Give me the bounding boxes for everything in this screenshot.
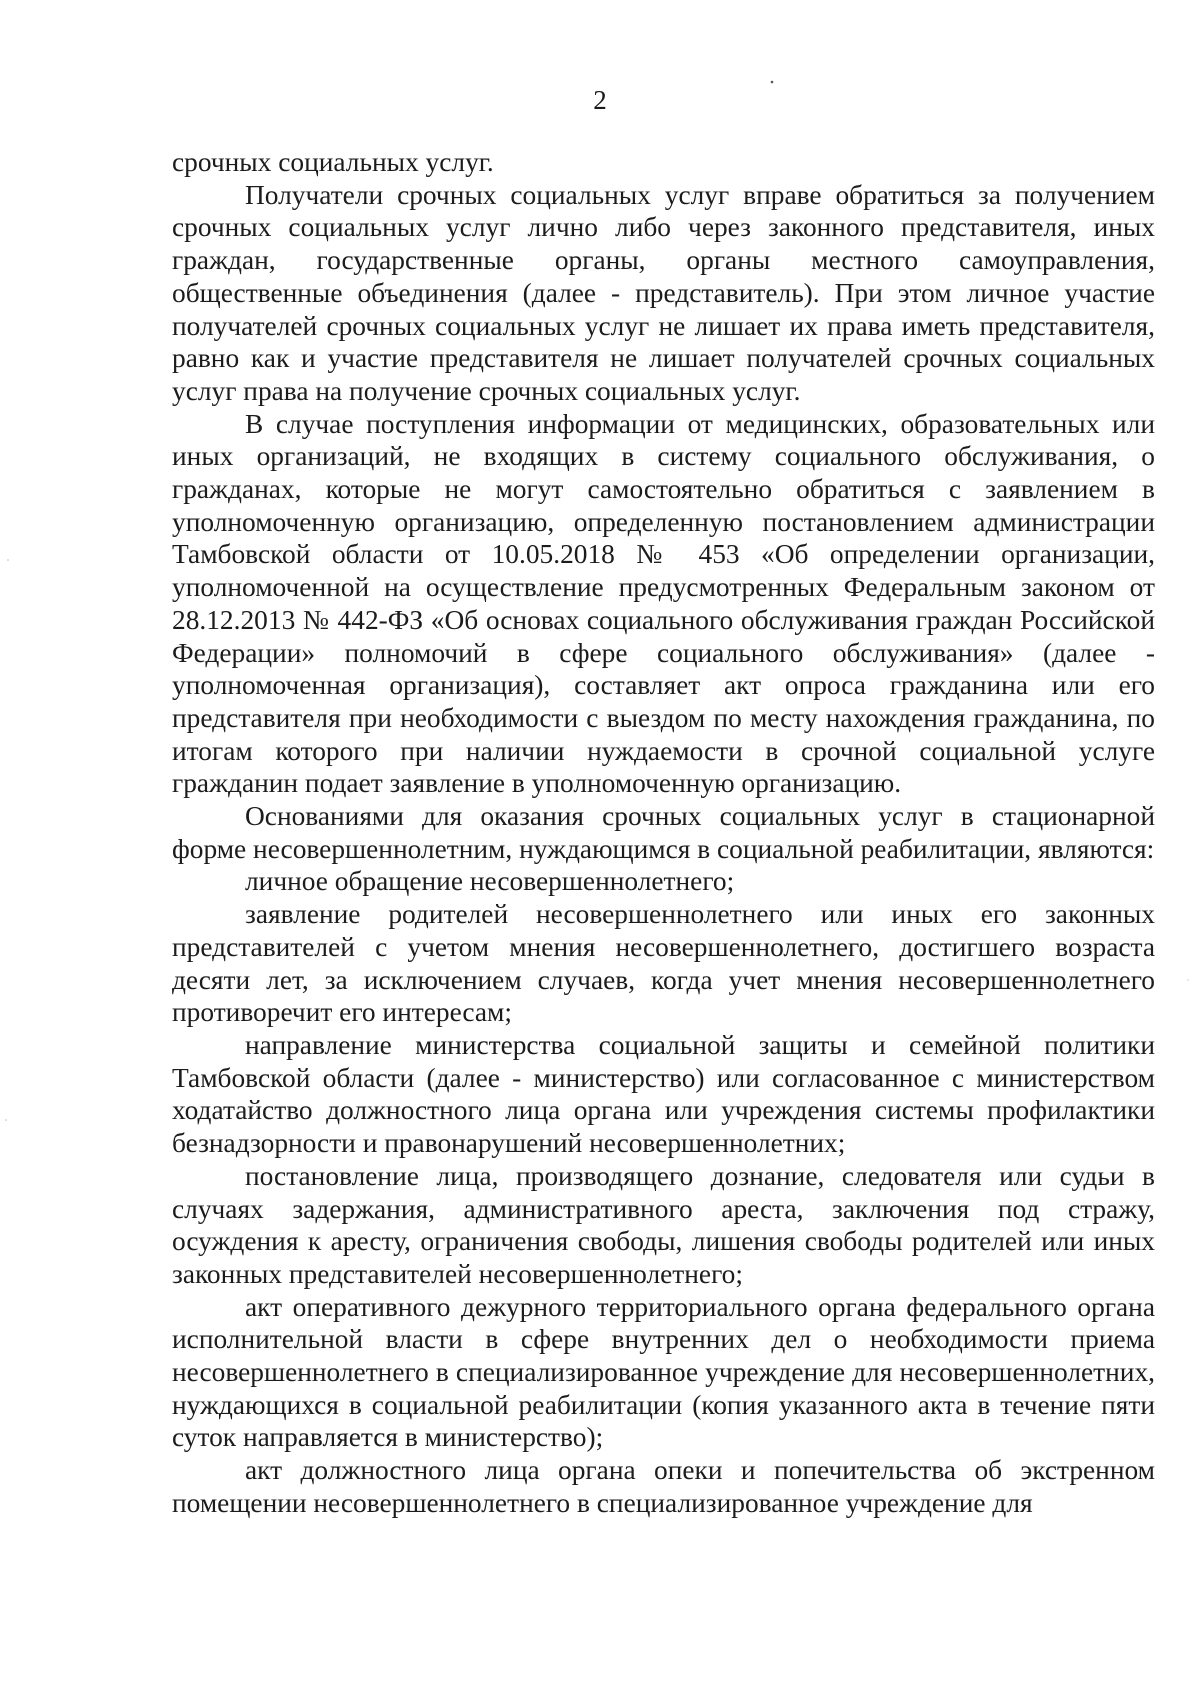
- list-item-guardianship-act: акт должностного лица органа опеки и попечительства об экстренном помещении несовершеннолетнего в специализированное учреждение для: [172, 1455, 1155, 1518]
- paragraph-recipients-representative: Получатели срочных социальных услуг вправе обратиться за получением срочных социальных услуг лично либо через законного представителя, иных граждан, государственные органы, органы местного самоуправления, общественные объединения (далее - представитель). При этом личное участие получателей срочных социальных услуг не лишает их права иметь представителя, равно как и участие представителя не лишает получателей срочных социальных услуг права на получение срочных социальных услуг.: [172, 179, 1155, 406]
- list-item-investigator-resolution: постановление лица, производящего дознание, следователя или судьи в случаях задержания, административного ареста, заключения под стражу, осуждения к аресту, ограничения свободы, лишения свободы родителей или иных законных представителей несовершеннолетнего;: [172, 1160, 1155, 1289]
- paragraph-grounds-intro: Основаниями для оказания срочных социальных услуг в стационарной форме несовершеннолетним, нуждающимся в социальной реабилитации, являются:: [172, 801, 1155, 864]
- list-item-police-duty-act: акт оперативного дежурного территориального органа федерального органа исполнительной власти в сфере внутренних дел о необходимости приема несовершеннолетнего в специализированное учреждение для несовершеннолетних, нуждающихся в социальной реабилитации (копия указанного акта в течение пяти суток направляется в министерство);: [172, 1291, 1155, 1453]
- document-body: [172, 146, 1155, 1520]
- paragraph-continuation: срочных социальных услуг.: [172, 147, 494, 177]
- paragraph-information-from-organizations: В случае поступления информации от медицинских, образовательных или иных организаций, не входящих в систему социального обслуживания, о гражданах, которые не могут самостоятельно обратиться с заявлением в уполномоченную организацию, определенную постановлением администрации Тамбовской области от 10.05.2018 № 453 «Об определении организации, уполномоченной на осуществление предусмотренных Федеральным законом от 28.12.2013 № 442-ФЗ «Об основах социального обслуживания граждан Российской Федерации» полномочий в сфере социального обслуживания» (далее - уполномоченная организация), составляет акт опроса гражданина или его представителя при необходимости с выездом по месту нахождения гражданина, по итогам которого при наличии нуждаемости в срочной социальной услуге гражданин подает заявление в уполномоченную организацию.: [172, 408, 1155, 799]
- list-item-ministry-referral: направление министерства социальной защиты и семейной политики Тамбовской области (далее - министерство) или согласованное с министерством ходатайство должностного лица органа или учреждения системы профилактики безнадзорности и правонарушений несовершеннолетних;: [172, 1029, 1155, 1159]
- list-item-parents-statement: заявление родителей несовершеннолетнего или иных его законных представителей с учетом мнения несовершеннолетнего, достигшего возраста десяти лет, за исключением случаев, когда учет мнения несовершеннолетнего противоречит его интересам;: [172, 899, 1155, 1028]
- page-number: 2: [593, 85, 607, 115]
- list-item-personal-appeal: личное обращение несовершеннолетнего;: [245, 866, 735, 897]
